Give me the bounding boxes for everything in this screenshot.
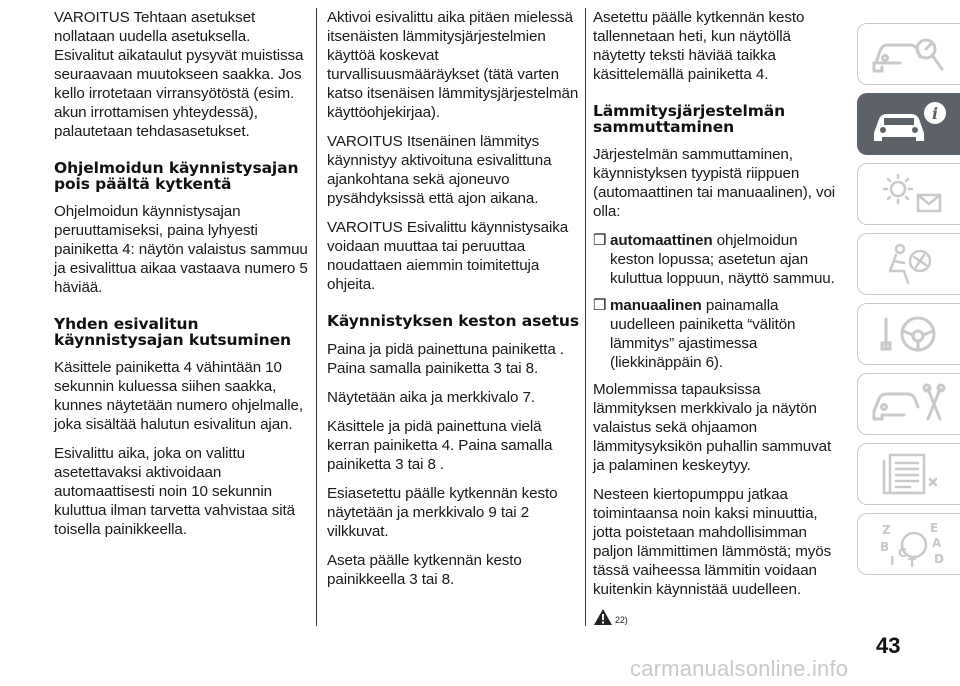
- chapter-tabs: [857, 23, 960, 583]
- text-column-middle: [327, 8, 579, 599]
- paragraph: Ohjelmoidun käynnistysajan peruuttamiseksi, paina lyhyesti painiketta 4: näytön valaistus sammuu ja esivalittua aikaa vastaava numero 5 häviää.: [54, 203, 308, 296]
- chapter-tab-emergency[interactable]: [857, 373, 960, 435]
- index-letter: I: [890, 554, 895, 568]
- chapter-tab-technical-data[interactable]: [857, 443, 960, 505]
- list-item-description: ohjelmoidun keston lopussa; asetetun ajan kuluttua loppuun, näyttö sammuu.: [610, 232, 835, 287]
- page-number: 43: [876, 633, 901, 658]
- section-heading: Käynnistyksen keston asetus: [327, 312, 579, 330]
- paragraph: Käsittele painiketta 4 vähintään 10 sekunnin kuluessa siihen saakka, kunnes näytetään numero ohjelmalle, joka sisältää halutun esivalitun ajan.: [54, 359, 303, 433]
- section-heading: Yhden esivalitun käynnistysajan kutsuminen: [54, 315, 291, 349]
- column-divider: [585, 8, 586, 626]
- index-letter: D: [934, 552, 944, 566]
- car-info-icon: [870, 99, 948, 149]
- paragraph: Esivalittu aika, joka on valittu asetettavaksi aktivoidaan automaattisesti noin 10 sekunnin kuluttua ilman tarvetta vahvistaa sitä toisella painikkeella.: [54, 445, 296, 538]
- paragraph: Aktivoi esivalittu aika pitäen mielessä itsenäisten lämmitysjärjestelmien käyttöä koskevat turvallisuusmääräykset (tätä varten katso itsenäisen lämmitysjärjestelmän käyttöohjekirjaa).: [327, 9, 579, 121]
- text-column-right: [593, 8, 843, 626]
- paragraph: Näytetään aika ja merkkivalo 7.: [327, 388, 535, 406]
- checkbox-bullet-icon: ❒: [593, 232, 607, 249]
- chapter-tab-dashboard[interactable]: [857, 23, 960, 85]
- warning-reference: [593, 607, 843, 626]
- index-letter: T: [908, 556, 917, 569]
- chapter-tab-knowing-the-car[interactable]: [857, 93, 960, 155]
- index-letter: E: [930, 521, 939, 535]
- list-item-term: manuaalinen: [610, 297, 702, 314]
- index-letter: C: [898, 546, 907, 560]
- steering-wheel-icon: [870, 309, 948, 359]
- paragraph: Esiasetettu päälle kytkennän kesto näytetään ja merkkivalo 9 tai 2 vilkkuvat.: [327, 484, 558, 540]
- paragraph: Molemmissa tapauksissa lämmityksen merkkivalo ja näytön valaistus sekä ohjaamon lämmitysyksikön puhallin sammuvat ja palaminen keskeytyy.: [593, 381, 832, 474]
- warning-lights-icon: [870, 169, 948, 219]
- car-gauge-icon: [870, 29, 948, 79]
- column-divider: [316, 8, 317, 626]
- paragraph: VAROITUS Tehtaan asetukset nollataan uudella asetuksella. Esivalitut aikataulut pysyvät muistissa seuraavaan muutokseen saakka. Jos kello irrotetaan virransyötöstä (esim. akun irrottamisen yhteydessä), palautetaan tehdasasetukset.: [54, 9, 304, 140]
- index-letter: Z: [882, 523, 891, 537]
- list-item-text: [610, 296, 843, 372]
- list-item: [593, 231, 843, 288]
- index-letters-icon: [870, 519, 948, 569]
- paragraph: Järjestelmän sammuttaminen, käynnistyksen tyypistä riippuen (automaattinen tai manuaalinen), voi olla:: [593, 146, 836, 220]
- list-item-description: painamalla uudelleen painiketta “välitön lämmitys” ajastimessa (liekkinäppäin 6).: [610, 297, 796, 371]
- warning-reference-number: 22): [615, 615, 628, 625]
- list-item-term: automaattinen: [610, 232, 713, 249]
- chapter-tab-starting-driving[interactable]: [857, 303, 960, 365]
- paragraph: Asetettu päälle kytkennän kesto tallennetaan heti, kun näytöllä näytetty teksti häviää taikka käsittelemällä painiketta 4.: [593, 9, 805, 83]
- paragraph: VAROITUS Esivalittu käynnistysaika voidaan muuttaa tai peruuttaa noudattaen aiemmin toimitettuja ohjeita.: [327, 219, 569, 293]
- paragraph: Paina ja pidä painettuna painiketta . Paina samalla painiketta 3 tai 8.: [327, 340, 564, 377]
- chapter-tab-index[interactable]: [857, 513, 960, 575]
- watermark: carmanualsonline.info: [630, 656, 849, 681]
- airbag-seat-icon: [870, 239, 948, 289]
- car-tools-icon: [870, 379, 948, 429]
- specs-list-icon: [870, 449, 948, 499]
- chapter-tab-safety[interactable]: [857, 233, 960, 295]
- paragraph: Käsittele ja pidä painettuna vielä kerran painiketta 4. Paina samalla painiketta 3 tai 8 .: [327, 417, 553, 473]
- list-item: [593, 296, 843, 372]
- text-column-left: [54, 8, 308, 549]
- svg-text:i: i: [931, 104, 939, 123]
- paragraph: Nesteen kiertopumppu jatkaa toimintaansa noin kaksi minuuttia, jotta poistetaan mahdollisimman paljon lämmittimen lämmöstä; myös tässä vaiheessa lämmitin voidaan kuitenkin käynnistää uudelleen.: [593, 486, 832, 598]
- warning-triangle-icon: [593, 608, 613, 626]
- paragraph: Aseta päälle kytkennän kesto painikkeella 3 tai 8.: [327, 551, 522, 588]
- list-item-text: [610, 231, 843, 288]
- chapter-tab-warning-lights[interactable]: [857, 163, 960, 225]
- checkbox-bullet-icon: ❒: [593, 297, 607, 314]
- paragraph: VAROITUS Itsenäinen lämmitys käynnistyy aktivoituna esivalittuna ajankohtana sekä ajoneuvo pysähdyksissä että ajon aikana.: [327, 133, 552, 207]
- section-heading: Lämmitysjärjestelmän sammuttaminen: [593, 102, 786, 136]
- index-letter: B: [880, 540, 890, 554]
- index-letter: A: [932, 536, 942, 550]
- section-heading: Ohjelmoidun käynnistysajan pois päältä kytkentä: [54, 159, 299, 193]
